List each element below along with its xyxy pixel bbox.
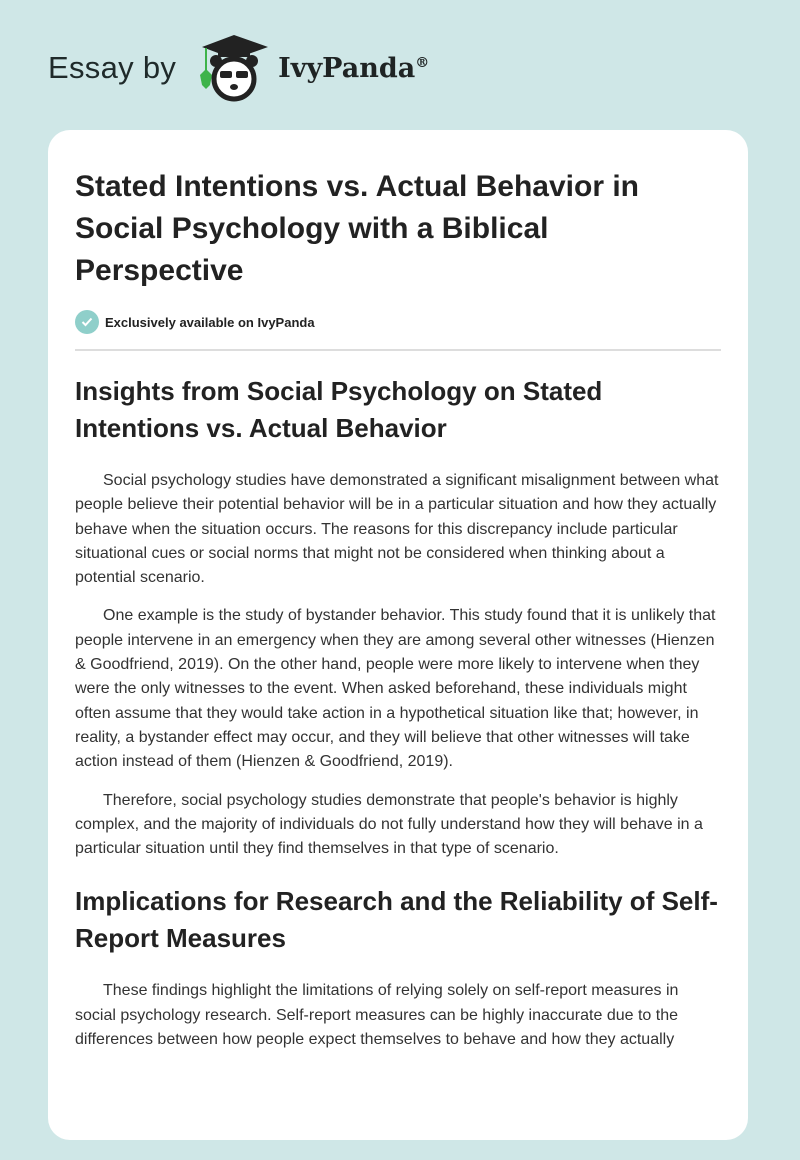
exclusive-label: Exclusively available on IvyPanda (105, 314, 315, 330)
essay-card (48, 130, 748, 1140)
paragraph: One example is the study of bystander behavior. This study found that it is unlikely that people intervene in an emergency when they are among several other witnesses (Hienzen & Goodfriend, 2019). On the other hand, people were more likely to intervene when they were the only witnesses to the event. When asked beforehand, these individuals might often assume that they would take action in a hypothetical situation like that; however, in reality, a bystander effect may occur, and they will believe that other witnesses will take action instead of them (Hienzen & Goodfriend, 2019). (75, 607, 716, 771)
section-heading: Insights from Social Psychology on Stated Intentions vs. Actual Behavior (75, 376, 603, 443)
paragraph: Therefore, social psychology studies demonstrate that people's behavior is highly complex, and the majority of individuals do not fully understand how they will behave in a particular situation until they find themselves in that type of scenario. (75, 791, 703, 858)
check-icon (75, 310, 99, 334)
section-heading: Implications for Research and the Reliability of Self-Report Measures (75, 886, 718, 954)
paragraph: Social psychology studies have demonstrated a significant misalignment between what people believe their potential behavior will be in a particular situation and how they actually behave when the situation occurs. The reasons for this discrepancy include particular situational cues or social norms that might not be considered when thinking about a potential scenario. (75, 472, 719, 587)
exclusive-badge (75, 310, 721, 334)
site-header (48, 38, 429, 98)
essay-title: Stated Intentions vs. Actual Behavior in Social Psychology with a Biblical Perspective (75, 170, 639, 287)
ivypanda-logo[interactable] (196, 33, 429, 103)
paragraph: These findings highlight the limitations of relying solely on self-report measures in social psychology research. Self-report measures can be highly inaccurate due to the differences between how people expect themselves to behave and how they actually (75, 982, 679, 1049)
divider (75, 349, 721, 351)
panda-graduate-icon (196, 33, 272, 103)
brand-name: IvyPanda® (278, 52, 430, 84)
essay-by-label: Essay by (48, 50, 177, 85)
